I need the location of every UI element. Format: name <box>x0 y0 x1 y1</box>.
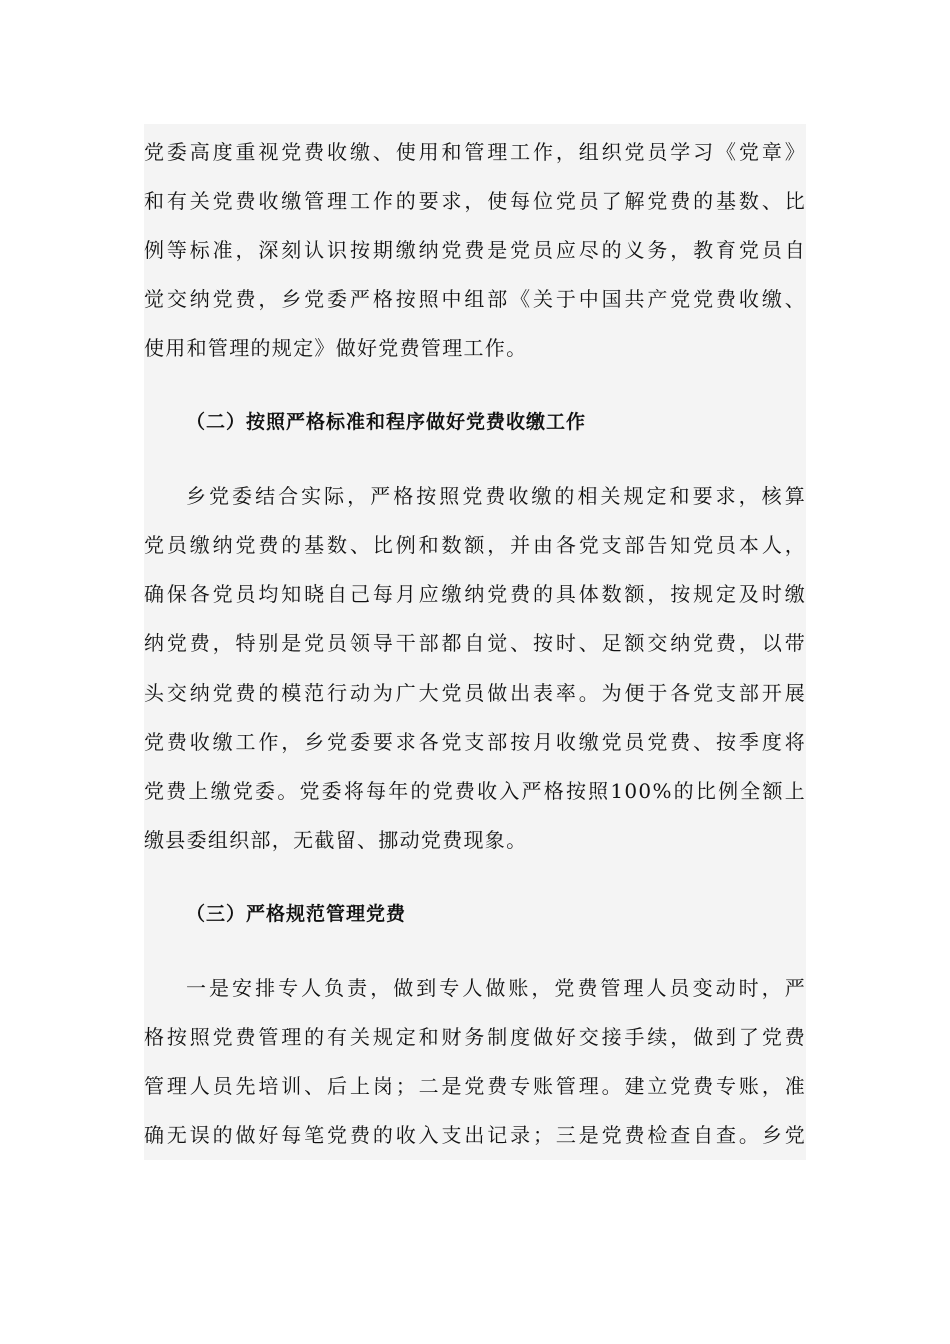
paragraph-3-line-1: 一是安排专人负责，做到专人做账，党费管理人员变动时，严 <box>186 976 806 1000</box>
section-heading-3: （三）严格规范管理党费 <box>186 903 407 925</box>
document-page <box>144 124 806 1160</box>
section-heading-2: （二）按照严格标准和程序做好党费收缴工作 <box>186 411 587 433</box>
paragraph-2-line-4: 纳党费，特别是党员领导干部都自觉、按时、足额交纳党费，以带 <box>144 631 806 655</box>
paragraph-1-line-4: 觉交纳党费，乡党委严格按照中组部《关于中国共产党党费收缴、 <box>144 287 806 311</box>
paragraph-3-line-4: 确无误的做好每笔党费的收入支出记录；三是党费检查自查。乡党 <box>144 1123 806 1147</box>
paragraph-2-line-2: 党员缴纳党费的基数、比例和数额，并由各党支部告知党员本人， <box>144 533 806 557</box>
paragraph-2-line-1: 乡党委结合实际，严格按照党费收缴的相关规定和要求，核算 <box>186 484 806 508</box>
paragraph-2-line-8: 缴县委组织部，无截留、挪动党费现象。 <box>144 828 528 852</box>
paragraph-2-line-3: 确保各党员均知晓自己每月应缴纳党费的具体数额，按规定及时缴 <box>144 582 806 606</box>
paragraph-3-line-3: 管理人员先培训、后上岗；二是党费专账管理。建立党费专账，准 <box>144 1074 806 1098</box>
paragraph-1-line-1: 党委高度重视党费收缴、使用和管理工作，组织党员学习《党章》 <box>144 140 806 164</box>
paragraph-3-line-2: 格按照党费管理的有关规定和财务制度做好交接手续，做到了党费 <box>144 1025 806 1049</box>
paragraph-2-line-6: 党费收缴工作，乡党委要求各党支部按月收缴党员党费、按季度将 <box>144 730 806 754</box>
paragraph-1-line-5: 使用和管理的规定》做好党费管理工作。 <box>144 336 528 360</box>
paragraph-1-line-3: 例等标准，深刻认识按期缴纳党费是党员应尽的义务，教育党员自 <box>144 238 806 262</box>
paragraph-2-line-7: 党费上缴党委。党委将每年的党费收入严格按照100%的比例全额上 <box>144 779 806 803</box>
paragraph-1-line-2: 和有关党费收缴管理工作的要求，使每位党员了解党费的基数、比 <box>144 189 806 213</box>
paragraph-2-line-5: 头交纳党费的模范行动为广大党员做出表率。为便于各党支部开展 <box>144 681 806 705</box>
